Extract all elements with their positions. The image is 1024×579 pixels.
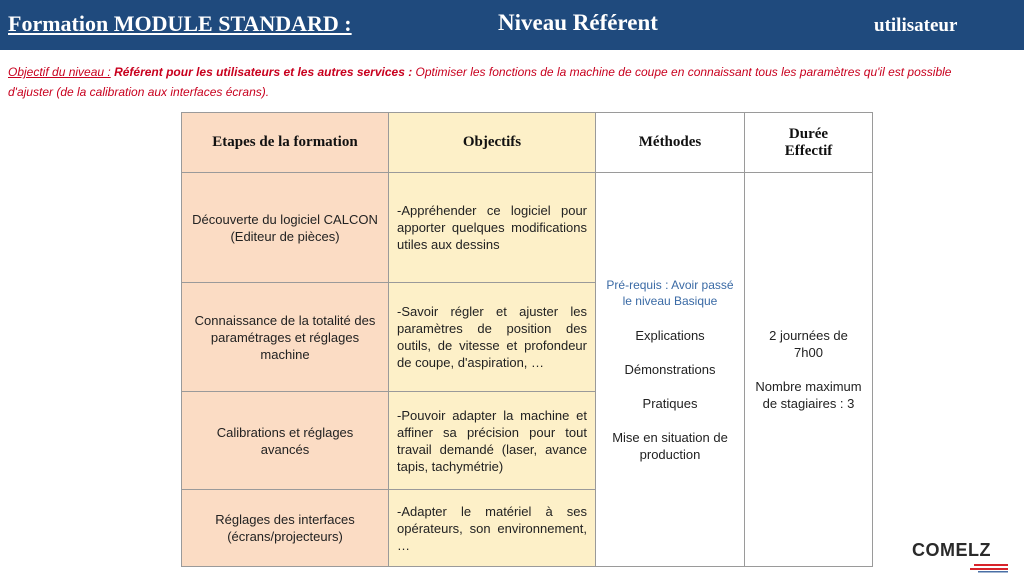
header-duree-line1: Durée (788, 125, 829, 142)
etape-cell: Connaissance de la totalité des paramétrages et réglages machine (182, 283, 389, 392)
objective-strong: Référent pour les utilisateurs et les autres services : (114, 65, 413, 79)
objectif-cell: -Savoir régler et ajuster les paramètres de position des outils, de vitesse et profondeur de coupe, d'aspiration, … (389, 283, 596, 392)
objectif-cell: -Adapter le matériel à ses opérateurs, son environnement, … (389, 490, 596, 567)
etape-cell: Calibrations et réglages avancés (182, 392, 389, 490)
etape-cell: Réglages des interfaces (écrans/projecteurs) (182, 490, 389, 567)
duree-text: 2 journées de 7h00 (769, 328, 848, 360)
header-objectifs: Objectifs (389, 113, 596, 173)
methodes-cell (596, 173, 745, 567)
audience-title: utilisateur (874, 15, 958, 36)
header-duree-line2: Effectif (784, 142, 833, 159)
table-header-row (182, 113, 873, 173)
comelz-logo (912, 540, 1012, 575)
training-table (181, 112, 873, 567)
duree-cell (745, 173, 873, 567)
effectif-text: Nombre maximum de stagiaires : 3 (755, 379, 862, 411)
method-item: Démonstrations (624, 361, 716, 377)
header-duree (745, 113, 873, 173)
objective-paragraph (8, 62, 998, 102)
table-row (182, 173, 873, 283)
logo-wordmark: COMELZ (912, 540, 991, 560)
objectif-cell: -Appréhender ce logiciel pour apporter quelques modifications utiles aux dessins (389, 173, 596, 283)
level-title: Niveau Référent (498, 10, 658, 35)
header-methodes: Méthodes (596, 113, 745, 173)
method-item: Explications (635, 327, 705, 343)
objective-label: Objectif du niveau : (8, 65, 111, 79)
method-item: Mise en situation de production (612, 429, 728, 462)
module-title: Formation MODULE STANDARD : (8, 11, 352, 36)
prerequis-text: Pré-requis : Avoir passé le niveau Basique (606, 277, 734, 308)
logo-stripes-icon (912, 562, 1012, 574)
header-etapes: Etapes de la formation (182, 113, 389, 173)
method-item: Pratiques (642, 395, 698, 411)
etape-cell: Découverte du logiciel CALCON (Editeur de pièces) (182, 173, 389, 283)
header-banner (0, 0, 1024, 50)
objective-text: Optimiser les fonctions de la machine de coupe en connaissant tous les paramètres qu'il est possible d'ajuster (de la calibration aux interfaces écrans). (8, 65, 952, 99)
objectif-cell: -Pouvoir adapter la machine et affiner sa précision pour tout travail demandé (laser, avance tapis, tachymétrie) (389, 392, 596, 490)
